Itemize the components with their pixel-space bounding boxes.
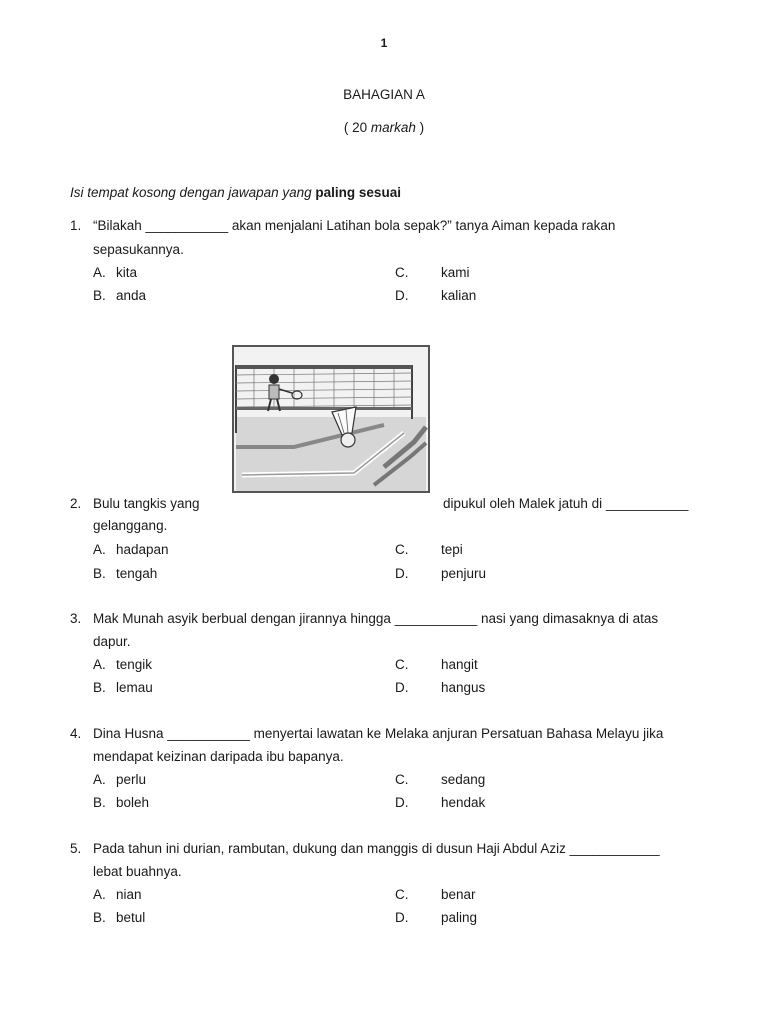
option-c-text: kami <box>441 265 470 280</box>
question-number: 1. <box>70 218 82 233</box>
option-b-letter: B. <box>93 795 106 810</box>
badminton-illustration <box>232 345 430 493</box>
option-a-text: kita <box>116 265 138 280</box>
option-b-letter: B. <box>93 566 106 581</box>
option-a-text: nian <box>116 887 142 902</box>
instruction-bold: paling sesuai <box>315 185 401 200</box>
option-d-letter: D. <box>395 910 409 925</box>
question-text-line1: Dina Husna ___________ menyertai lawatan ke Melaka anjuran Persatuan Bahasa Melayu jika <box>93 726 664 741</box>
question-number: 5. <box>70 841 82 856</box>
option-d-letter: D. <box>395 288 409 303</box>
option-b-letter: B. <box>93 910 106 925</box>
option-a-text: perlu <box>116 772 147 787</box>
option-b-text: betul <box>116 910 146 925</box>
option-a-text: tengik <box>116 657 153 672</box>
option-c-letter: C. <box>395 657 409 672</box>
page-number: 1 <box>380 36 388 50</box>
marks-word: markah <box>370 120 416 135</box>
marks-label <box>0 120 768 135</box>
option-d-letter: D. <box>395 566 409 581</box>
option-c-text: hangit <box>441 657 478 672</box>
question-number: 4. <box>70 726 82 741</box>
option-b-text: anda <box>116 288 147 303</box>
question-text-line1: Mak Munah asyik berbual dengan jirannya hingga ___________ nasi yang dimasaknya di atas <box>93 611 659 626</box>
question-number: 3. <box>70 611 82 626</box>
option-d-letter: D. <box>395 795 409 810</box>
question-text-line2: lebat buahnya. <box>93 864 182 879</box>
option-d-text: hangus <box>441 680 486 695</box>
question-text-line1: Bulu tangkis yang <box>93 496 200 511</box>
option-d-text: kalian <box>441 288 477 303</box>
instruction-italic: Isi tempat kosong dengan jawapan yang <box>70 185 316 200</box>
option-c-letter: C. <box>395 772 409 787</box>
question-number: 2. <box>70 496 82 511</box>
option-d-text: hendak <box>441 795 486 810</box>
badminton-court-drawing <box>234 347 428 491</box>
option-c-letter: C. <box>395 265 409 280</box>
option-c-text: tepi <box>441 542 463 557</box>
option-b-text: lemau <box>116 680 153 695</box>
option-b-text: boleh <box>116 795 150 810</box>
question-text-line1: “Bilakah ___________ akan menjalani Latihan bola sepak?” tanya Aiman kepada rakan <box>93 218 616 233</box>
option-a-letter: A. <box>93 772 106 787</box>
option-d-letter: D. <box>395 680 409 695</box>
option-a-letter: A. <box>93 887 106 902</box>
option-b-letter: B. <box>93 680 106 695</box>
option-a-letter: A. <box>93 657 106 672</box>
option-a-letter: A. <box>93 265 106 280</box>
question-text-line2: mendapat keizinan daripada ibu bapanya. <box>93 749 344 764</box>
option-d-text: penjuru <box>441 566 487 581</box>
option-c-letter: C. <box>395 542 409 557</box>
marks-open: ( 20 <box>343 120 371 135</box>
question-text-line2: gelanggang. <box>93 518 168 533</box>
option-c-text: sedang <box>441 772 486 787</box>
question-text-line1: Pada tahun ini durian, rambutan, dukung dan manggis di dusun Haji Abdul Aziz ____________ <box>93 841 660 856</box>
option-c-text: benar <box>441 887 476 902</box>
marks-close: ) <box>415 120 425 135</box>
section-title: BAHAGIAN A <box>343 87 425 102</box>
question-2-text-after-image: dipukul oleh Malek jatuh di ___________ <box>443 496 689 511</box>
instruction <box>70 185 401 200</box>
option-a-text: hadapan <box>116 542 169 557</box>
question-text-line2: dapur. <box>93 634 131 649</box>
option-a-letter: A. <box>93 542 106 557</box>
question-text-line2: sepasukannya. <box>93 242 184 257</box>
option-b-text: tengah <box>116 566 158 581</box>
option-d-text: paling <box>441 910 478 925</box>
option-c-letter: C. <box>395 887 409 902</box>
option-b-letter: B. <box>93 288 106 303</box>
